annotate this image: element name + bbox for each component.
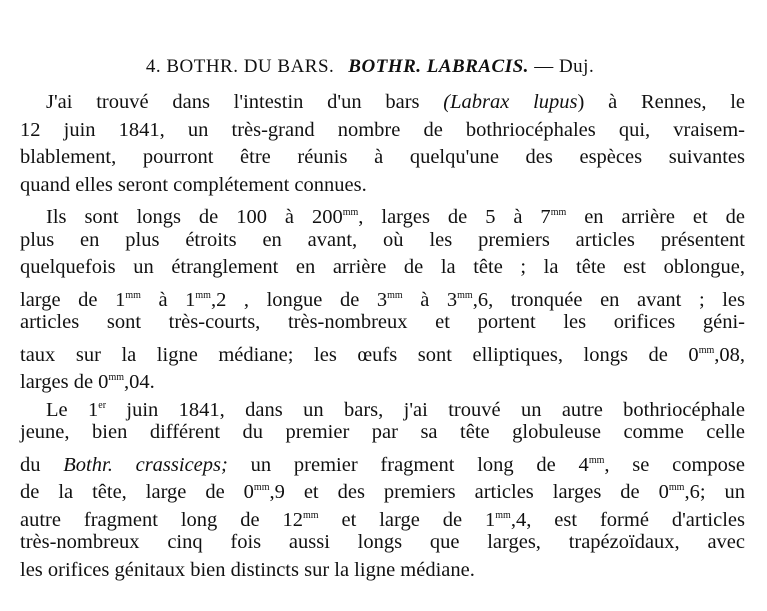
text-line [20,474,745,502]
text-segment: très-nombreux cinq fois aussi longs que larges, trapézoïdaux, avec [20,531,745,553]
text-segment: ,2 , longue de 3 [210,288,388,311]
superscript-unit: mm [495,509,511,521]
superscript-unit: mm [698,344,715,356]
text-line [20,529,745,557]
text-segment: taux sur la ligne médiane; les œufs sont elliptiques, longs de 0 [20,343,699,366]
text-segment: en arrière et de [566,206,746,228]
text-segment: quand elles seront complétement connues. [20,173,367,196]
text-line [20,364,745,392]
text-segment: Ils sont longs de 100 à 200 [46,206,343,228]
text-segment: à 1 [140,288,196,311]
superscript-unit: mm [342,207,359,218]
text-segment: larges de 0 [20,371,109,393]
text-segment: Le 1 [46,398,99,421]
text-segment: 12 juin 1841, un très-grand nombre de bothriocéphales qui, vraisem- [20,118,745,141]
heading-number: 4. BOTHR. DU BARS. [145,56,335,77]
text-line [20,199,745,227]
text-segment: les orifices génitaux bien distincts sur la ligne médiane. [20,558,475,581]
text-segment: du [20,453,64,476]
text-segment: articles sont très-courts, très-nombreux et portent les orifices géni- [20,311,745,333]
text-segment: ) à Rennes, le [577,91,745,113]
text-segment: et large de 1 [318,508,496,531]
text-segment: jeune, bien différent du premier par sa tête globuleuse comme celle [20,421,745,443]
text-line [20,227,745,255]
text-line [20,447,745,475]
text-segment: à 3 [402,288,458,311]
text-segment: ,4, est formé d'articles [510,508,745,531]
italic-text: Bothr. crassiceps; [63,453,228,476]
text-line [20,502,745,530]
text-segment: ,6, tronquée en avant ; les [472,288,745,311]
text-segment: ,9 et des premiers articles larges de 0 [269,481,669,503]
heading-author: — Duj. [528,56,595,77]
text-segment: un premier fragment long de 4 [227,453,589,476]
text-line [20,557,745,585]
superscript-unit: mm [668,482,685,493]
text-segment: blablement, pourront être réunis à quelqu'une des espèces suivantes [20,146,745,168]
superscript-unit: mm [387,289,403,301]
paragraph [20,199,745,392]
paragraph [20,89,745,199]
text-segment: de la tête, large de 0 [20,481,254,503]
text-line [20,144,745,172]
paragraph [20,392,745,585]
superscript-unit: er [98,399,107,411]
superscript-unit: mm [108,372,124,383]
text-segment: ,04. [124,371,155,393]
text-segment: quelquefois un étranglement en arrière de la tête ; la tête est oblongue, [20,256,745,278]
superscript-unit: mm [302,509,319,521]
superscript-unit: mm [457,289,473,301]
text-segment: autre fragment long de 12 [20,508,303,531]
heading-species: BOTHR. LABRACIS. [348,56,529,77]
text-segment: ,6; un [684,481,745,503]
text-segment: J'ai trouvé dans l'intestin d'un bars [46,91,444,113]
italic-text: (Labrax lupus [443,91,578,113]
superscript-unit: mm [550,207,567,218]
text-segment: , se compose [604,453,746,476]
text-line [20,117,745,145]
superscript-unit: mm [195,289,211,301]
text-segment: juin 1841, dans un bars, j'ai trouvé un autre bothriocéphale [106,398,745,421]
superscript-unit: mm [253,482,270,493]
superscript-unit: mm [125,289,141,301]
text-line [20,309,745,337]
text-segment: large de 1 [20,288,126,311]
text-line [20,282,745,310]
text-segment: plus en plus étroits en avant, où les premiers articles présentent [20,228,745,251]
section-heading [0,56,740,78]
text-segment: , larges de 5 à 7 [358,206,551,228]
text-line [20,337,745,365]
text-line [20,172,745,200]
text-line [20,254,745,282]
text-segment: ,08, [714,343,745,366]
text-line [20,89,745,117]
superscript-unit: mm [588,454,605,466]
text-line [20,419,745,447]
text-line [20,392,745,420]
body-text [20,89,745,584]
